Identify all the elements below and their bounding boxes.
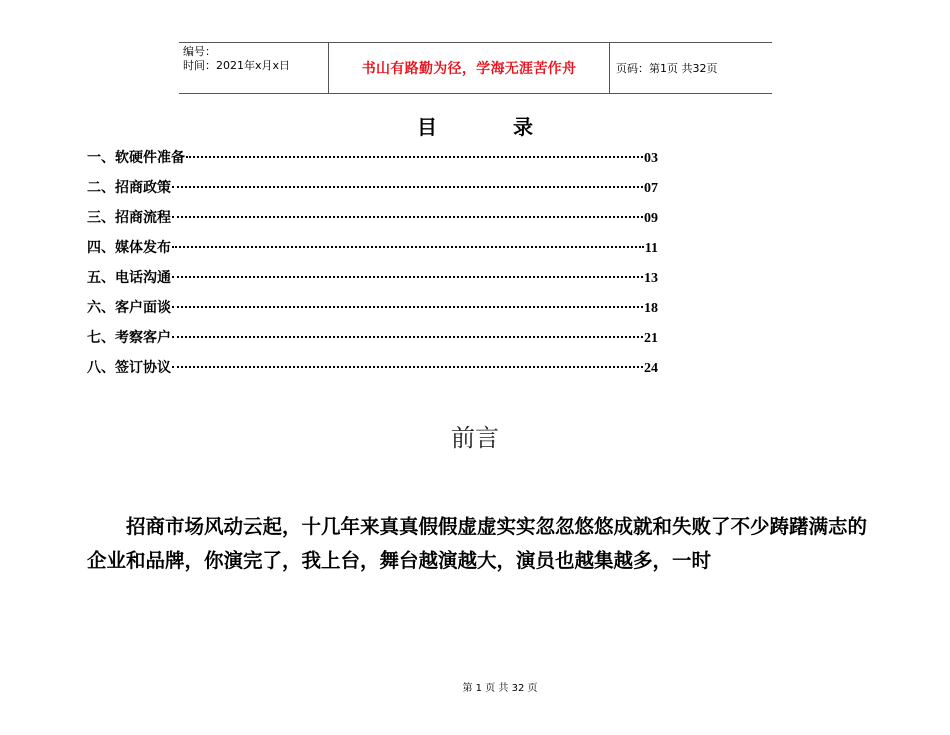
toc-entry[interactable]	[87, 325, 658, 355]
page-footer: 第 1 页 共 32 页	[462, 683, 538, 694]
toc-entry[interactable]	[87, 295, 658, 325]
toc-entry[interactable]	[87, 355, 658, 385]
page-header	[179, 42, 772, 94]
toc-entry-label: 三、招商流程	[87, 210, 171, 226]
preface-title: 前言	[451, 424, 499, 452]
header-number-label: 编号：	[183, 45, 216, 58]
header-slogan: 书山有路勤为径，学海无涯苦作舟	[329, 43, 610, 93]
toc-entry-label: 四、媒体发布	[87, 240, 171, 256]
toc-leader-dots	[172, 366, 643, 368]
toc-title	[0, 111, 950, 140]
toc-entry-label: 一、软硬件准备	[87, 150, 185, 166]
toc-entry-page: 21	[644, 331, 658, 346]
toc-entry-label: 八、签订协议	[87, 360, 171, 376]
toc-entry-page: 03	[644, 151, 658, 166]
toc-leader-dots	[172, 216, 643, 218]
toc-title-char-1: 目	[417, 115, 437, 139]
toc-entry-page: 24	[644, 361, 658, 376]
toc-leader-dots	[172, 186, 643, 188]
header-meta	[179, 43, 329, 93]
toc-entry-page: 09	[644, 211, 658, 226]
toc-entry-label: 七、考察客户	[87, 330, 171, 346]
toc-entry[interactable]	[87, 175, 658, 205]
toc-leader-dots	[186, 156, 643, 158]
toc-entry[interactable]	[87, 145, 658, 175]
toc-entry-label: 六、客户面谈	[87, 300, 171, 316]
toc-leader-dots	[172, 336, 643, 338]
toc-entry-label: 五、电话沟通	[87, 270, 171, 286]
toc-entry-page: 11	[644, 241, 658, 256]
header-time-label: 时间：2021年x月x日	[183, 59, 291, 72]
toc-entry[interactable]	[87, 205, 658, 235]
toc-leader-dots	[172, 306, 643, 308]
toc-leader-dots	[172, 246, 644, 248]
toc-title-char-2: 录	[513, 115, 533, 139]
toc-entry-page: 07	[644, 181, 658, 196]
toc-entry-label: 二、招商政策	[87, 180, 171, 196]
toc-entry-page: 13	[644, 271, 658, 286]
table-of-contents	[87, 145, 658, 385]
header-page-info: 页码：第1页 共32页	[616, 62, 718, 75]
toc-entry-page: 18	[644, 301, 658, 316]
toc-entry[interactable]	[87, 235, 658, 265]
toc-leader-dots	[172, 276, 643, 278]
toc-entry[interactable]	[87, 265, 658, 295]
preface-paragraph: 招商市场风动云起，十几年来真真假假虚虚实实忽忽悠悠成就和失败了不少踌躇满志的企业和品牌，你演完了，我上台，舞台越演越大，演员也越集越多，一时	[87, 515, 868, 572]
